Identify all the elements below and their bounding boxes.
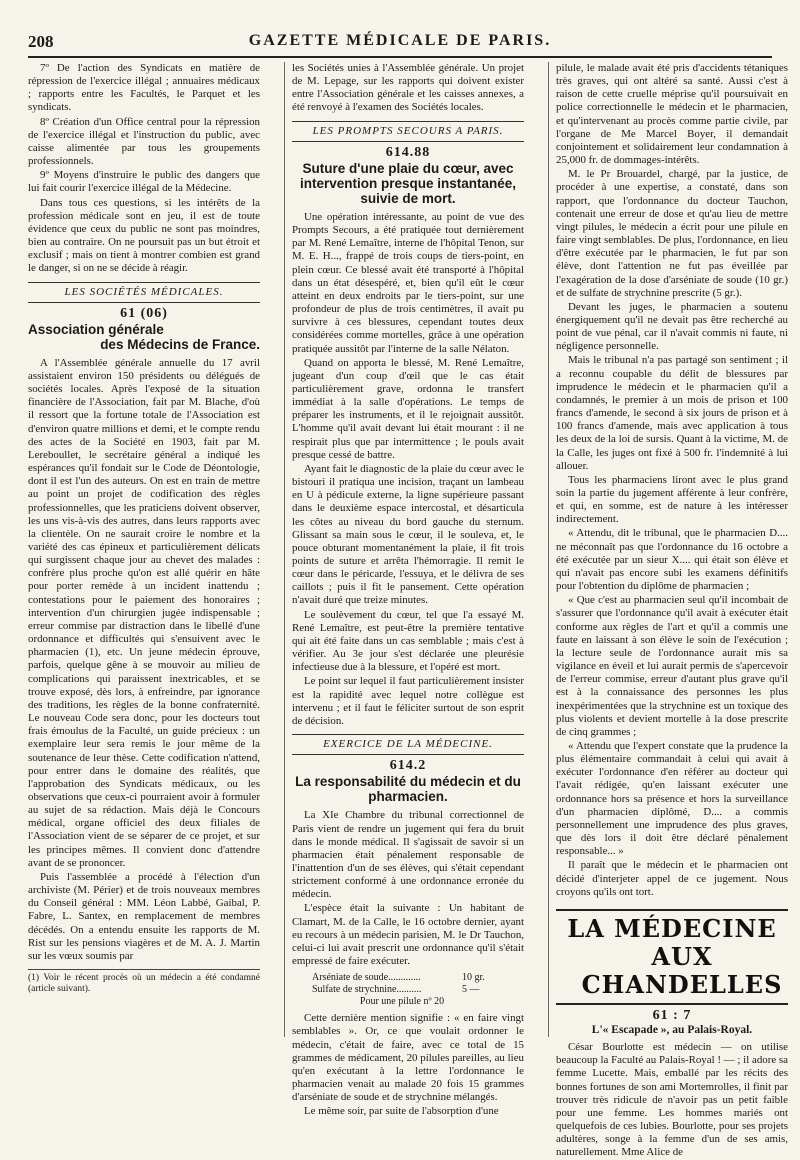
paragraph: 7º De l'action des Syndicats en matière de répression de l'exercice illégal ; annuaires médicaux ; rapports entre les Facultés, le Parquet et les syndicats.: [28, 62, 260, 114]
paragraph: Devant les juges, le pharmacien a soutenu énergiquement qu'il ne devait pas être recherché au point de vue pénal, car il n'avait commis ni faute, ni négligence personnelle.: [556, 300, 788, 353]
quote-paragraph: « Attendu, dit le tribunal, que le pharmacien D.... ne méconnaît pas que l'ordonnance du 16 octobre a été exécutée par un sieur X.... qui était son élève et qui n'avait pas encore subi les examens définitifs pour l'obtention du diplôme de pharmacien ;: [556, 527, 788, 593]
page-header: [28, 30, 772, 58]
column-2: [292, 62, 524, 1118]
paragraph: 8º Création d'un Office central pour la répression de l'exercice illégal et l'instruction du public, avec caisse alimentée par tous les groupements professionnels.: [28, 115, 260, 168]
column-1: [28, 62, 260, 1037]
column-3: [556, 62, 788, 1159]
quote-paragraph: « Attendu que l'expert constate que la prudence la plus élémentaire commandait à celui qui avait à exécuter l'ordonnance d'en référer au docteur qui l'avait rédigée, qu'en laissant exécuter une ordonnance hors sa présence et hors la surveillance d'un pharmacien diplômé, D.... a commis personnellement une imprudence des plus graves, que dès lors il doit être déclaré pénalement responsable... »: [556, 739, 788, 858]
paragraph: Ayant fait le diagnostic de la plaie du cœur avec le bistouri il pratiqua une incision, traçant un lambeau en U à pédicule externe, la ligne supérieure passant dans le deuxième espace intercostal, et désarticula les côtes au niveau du bord gauche du sternum. Glissant sa main sous le cœur, il le souleva, et, le pouce obturant momentanément la plaie, il fit trois points de suture et arrêta l'hémorragie. Il remit le cœur dans le péricarde, l'essuya, et le délivra de ses caillots ; puis il fit le pansement. Cette opération n'avait duré que treize minutes.: [292, 462, 524, 607]
section-heading: EXERCICE DE LA MÉDECINE.: [292, 734, 524, 755]
prescription-line: [312, 972, 524, 984]
article-number: 614.2: [389, 758, 427, 774]
paragraph: Une opération intéressante, au point de vue des Prompts Secours, a été pratiquée tout dernièrement par M. René Lemaître, interne de l'hôpital Tenon, sur M. E. H..., frappé de trois coups de tiers-point, en plein cœur. Ce blessé avait été transporté à l'hôpital dans un état désespéré, et, bien qu'il eût le cœur atteint en deux endroits par le tiers-point, sur une profondeur de plus de trois centimètres, il avait pu survivre à ces blessures, cependant toutes deux considérées comme mortelles, grâce à une opération pratiquée aussitôt par l'interne de la salle Nélaton.: [292, 210, 524, 355]
paragraph: A l'Assemblée générale annuelle du 17 avril assistaient environ 150 présidents ou délégués de sociétés locales. Après l'exposé de la situation financière de l'Association, fait par M. Blache, d'où il ressort que la fortune totale de l'Association est d'environ quatre millions et demi, et le compte rendu des actes de la Société en 1903, fait par M. Lereboullet, le secrétaire général a indiqué les espérances qu'il fondait sur le Code de Déontologie, dont il est l'un des auteurs. On est en train de mettre au point un projet de codification des règles professionnelles, que les praticiens doivent observer, les uns vis-à-vis des autres, dans leurs rapports avec la clientèle. On ne saurait croire le nombre et la variété des cas épineux et particulièrement délicats qui surgissent chaque jour au chevet des malades : confrère plus proche qu'on est allé quérir en hâte pour porter remède à un incident inattendu ; contestations pour le paiement des honoraires ; intervention d'un chirurgien jugée indispensable ; erreur commise par distraction dans le libellé d'une ordonnance et difficultés qui s'ensuivent avec le pharmacien (1), etc. Un jeune médecin éprouve, parfois, quelque gêne à se mouvoir au milieu de complications qui paraissent inextricables, et se trouve exposé, dès lors, à enfreindre, par ignorance des traditions, les règles de la bonne confraternité. Le nouveau Code sera donc, pour les docteurs tout frais émoulus de la Faculté, un guide précieux : un exemplaire leur sera remis le jour même de la soutenance de leur thèse. Cette codification n'attend, pour entrer dans le domaine des réalités, que l'approbation des Syndicats médicaux, ou les observations que ceux-ci pourraient avoir à formuler au sujet de sa rédaction. Mais déjà le Concours médical, organe officiel des deux filiales de l'Association vient de se séparer de ce projet, et sur les principes mêmes. Il convient donc d'attendre avant de se prononcer.: [28, 356, 260, 869]
section-heading: LES SOCIÉTÉS MÉDICALES.: [28, 282, 260, 303]
prescription-item: Sulfate de strychnine..........: [312, 984, 422, 996]
article-number: 61 : 7: [652, 1007, 692, 1023]
paragraph: Le même soir, par suite de l'absorption d'une: [304, 1105, 499, 1118]
banner-line: AUX CHANDELLES: [581, 941, 783, 999]
article-title: L'« Escapade », au Palais-Royal.: [591, 1024, 753, 1036]
prescription-item: Arséniate de soude.............: [312, 972, 421, 984]
column-divider: [284, 62, 285, 1037]
paragraph: Quand on apporta le blessé, M. René Lemaître, jugeant d'un coup d'œil que le cas était particulièrement grave, ordonna le transfert immédiat à la salle d'opérations. Le temps de préparer les instruments, et il le rejoignait aussitôt. L'homme qu'il avait devant lui était mourant : il ne respirait plus que par intermittence ; le pouls avait presque cessé de battre.: [292, 356, 524, 461]
paragraph: L'espèce était la suivante : Un habitant de Clamart, M. de la Calle, le 16 octobre dernier, ayant eu recours à un médecin parisien, M. le Dr Tauchon, celui-ci lui avait prescrit une ordonnance qu'il s'était empressé de faire exécuter.: [292, 902, 524, 968]
section-banner: [556, 909, 788, 1005]
paragraph: les Sociétés unies à l'Assemblée générale. Un projet de M. Lepage, sur les rapports qui doivent exister entre l'Association générale et les caisses annexes, a été renvoyé à l'examen des Sociétés locales.: [292, 62, 524, 114]
article-title: La responsabilité du médecin et du pharmacien.: [295, 774, 521, 805]
paragraph: Puis l'assemblée a procédé à l'élection d'un archiviste (M. Périer) et de trois nouveaux membres du Conseil général : MM. Léon Labbé, Gaibal, P. Fabre, L. Santex, en remplacement de membres décédés. On a entendu ensuite les rapports de M. Rist sur les pensions viagères et de M. A. J. Martin sur les vœux soumis par: [28, 870, 260, 962]
paragraph: Cette dernière mention signifie : « en faire vingt semblables ». Or, ce que voulait ordonner le médecin, c'était de faire, avec ce total de 15 grammes de médicament, 20 pilules pareilles, au lieu qu'en exécutant à la lettre l'ordonnance le pharmacien venait au malade 20 fois 15 grammes d'arséniate de soude et de strychnine mélangés.: [292, 1012, 524, 1104]
journal-title: GAZETTE MÉDICALE DE PARIS.: [248, 32, 552, 49]
prescription-dose: 5 —: [462, 984, 480, 996]
paragraph: Tous les pharmaciens liront avec le plus grand soin la partie du jugement afférente à leur confrère, et qui, en somme, est de nature à les intéresser indirectement.: [556, 473, 788, 526]
prescription-line: [312, 984, 524, 996]
paragraph: M. le Pr Brouardel, chargé, par la justice, de procéder à une expertise, a constaté, dans son rapport, que l'ordonnance du docteur Tauchon, contenait une erreur de dose et qu'au lieu de mettre vingt pilules, le médecin a écrit pour une pilule en faire vingt semblables. De plus, l'ordonnance, en lieu d'être exécutée par le pharmacien, le fut par son élève, dont l'attention ne fut pas éveillée par l'exagération de la dose d'arséniate de soude (10 gr.) et de sulfate de strychnine prescrite (5 gr.).: [556, 168, 788, 299]
article-number: 61 (06): [120, 305, 168, 321]
column-divider: [548, 62, 549, 1037]
prescription: [312, 972, 524, 1008]
footnote: (1) Voir le récent procès où un médecin a été condamné (article suivant).: [28, 969, 260, 995]
paragraph: César Bourlotte est médecin — on utilise beaucoup la Faculté au Palais-Royal ! — ; il adore sa femme Lucette. Mais, emballé par les récits des bonnes fortunes de son ami Mortemrolles, il finit par trouver très ridicule de n'avoir pas un petit faible pour une femme. Les hommes mariés ont quelquefois de ces lubies. Bourlotte, pour ses projets adultères, songe à la femme d'un de ses amis, naturellement. Mme Alice de: [556, 1041, 788, 1159]
paragraph: 9º Moyens d'instruire le public des dangers que lui fait courir l'exercice illégal de la Médecine.: [28, 169, 260, 195]
paragraph: Mais le tribunal n'a pas partagé son sentiment ; il a reconnu coupable du délit de blessures par imprudence le médecin et le pharmacien qu'il a condamnés, le premier à un mois de prison et 100 francs d'amende, le second à six jours de prison et à 100 francs d'amende, mais avec application à tous les deux de la loi de sursis. Quant à la victime, M. de la Calle, les juges ont fixé à 500 fr. l'indemnité à lui allouer.: [556, 354, 788, 472]
prescription-line: Pour une pilule nº 20: [359, 996, 445, 1008]
banner-line: LA MÉDECINE: [567, 913, 777, 943]
article-title: Suture d'une plaie du cœur, avec intervention presque instantanée, suivie de mort.: [299, 160, 517, 206]
paragraph: Le soulèvement du cœur, tel que l'a essayé M. René Lemaître, est peut-être la première tentative qui ait été faite dans un cas semblable ; mais c'est à vérifier. Au 3e jour s'est déclarée une pleurésie infectieuse due à la blessure, et l'opéré est mort.: [292, 608, 524, 674]
paragraph: Il paraît que le médecin et le pharmacien ont décidé d'interjeter appel de ce jugement. Nous croyons qu'ils ont tort.: [556, 859, 788, 898]
article-title: [28, 322, 260, 352]
article-title-line: Association générale: [28, 321, 164, 337]
quote-paragraph: « Que c'est au pharmacien seul qu'il incombait de s'assurer que l'ordonnance qu'il avait à exécuter était conforme aux règles de l'art et qu'il a commis une faute en laissant à son élève le soin de l'exécution ; la lecture seule de l'ordonnance aurait mis sa vigilance en éveil et lui aurait permis de s'apercevoir de l'erreur commise, erreur d'autant plus grave qu'il est à la connaissance des personnes les plus inexpérimentées que la strychnine est un toxique des plus violents et devient mortelle à la dose prescrite de cinq grammes ;: [556, 594, 788, 738]
page-number: 208: [28, 32, 54, 51]
paragraph: pilule, le malade avait été pris d'accidents tétaniques très graves, qui ont altéré sa santé. Aussi c'est à raison de cette cruelle méprise qu'il poursuivait en police correctionnelle le médecin et le pharmacien, et qu'intervenant au procès comme partie civile, par l'organe de Me Marcel Boyer, il demandait conjointement et solidairement leur condamnation à 25,000 fr. de dommages-intérêts.: [556, 62, 788, 167]
paragraph: La XIe Chambre du tribunal correctionnel de Paris vient de rendre un jugement qui fera du bruit dans le monde médical. Il s'agissait de savoir si un pharmacien était pénalement responsable de l'inattention d'un de ses élèves, qui s'était cependant strictement conformé à une ordonnance erronée du médecin.: [292, 809, 524, 901]
paragraph: Dans tous ces questions, si les intérêts de la profession médicale sont en jeu, il est de toute évidence que ceux du public ne sont pas moindres, bien au contraire. On ne poursuit pas un but étroit et exclusif ; mais on tient à montrer combien est grand le danger, si on ne se décide à réagir.: [28, 196, 260, 275]
article-number: 614.88: [385, 144, 431, 160]
section-heading: LES PROMPTS SECOURS A PARIS.: [292, 121, 524, 142]
article-title-line: des Médecins de France.: [100, 336, 260, 352]
prescription-dose: 10 gr.: [462, 972, 485, 984]
paragraph: Le point sur lequel il faut particulièrement insister est la rapidité avec lequel notre collègue est intervenu ; et il faut le féliciter surtout de son esprit de décision.: [292, 675, 524, 727]
